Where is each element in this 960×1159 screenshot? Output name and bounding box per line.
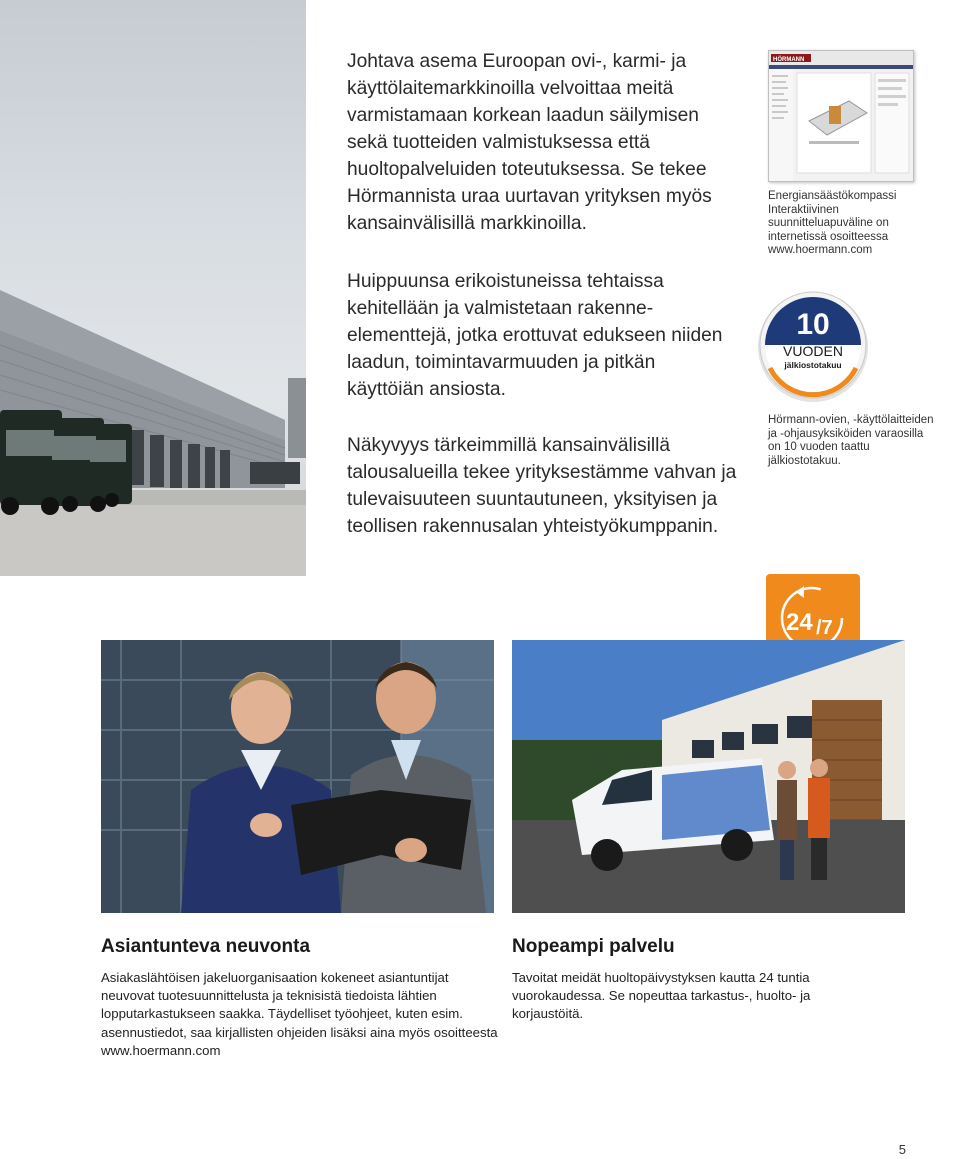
intro-paragraph-2: Huippuunsa erikoistuneissa tehtaissa kehitellään ja valmistetaan rakenne-elementtejä, jotka erottuvat edukseen niiden laadun, toimintavarmuuden ja pitkän käyttöiän ansiosta. <box>347 271 723 400</box>
warehouse-photo <box>0 0 306 576</box>
thumb-brand: HÖRMANN <box>773 57 805 63</box>
warranty-caption: Hörmann-ovien, -käyttölaitteiden ja -ohjausyksiköiden varaosilla on 10 vuoden taattu jälkiostotakuu. <box>768 414 934 467</box>
column-heading-service: Nopeampi palvelu <box>512 936 675 957</box>
energy-tool-caption: Energiansäästökompassi Interaktiivinen suunnitteluapuväline on internetissä osoitteessa www.hoermann.com <box>768 190 897 257</box>
warranty-badge-word: VUODEN <box>783 343 843 359</box>
service-badge-days: /7 <box>816 617 833 639</box>
warranty-badge-number: 10 <box>796 308 830 341</box>
consultation-photo <box>101 640 494 913</box>
service-badge-hours: 24 <box>786 609 813 636</box>
service-van-photo <box>512 640 905 913</box>
column-body-service: Tavoitat meidät huoltopäivystyksen kautta 24 tuntia vuorokaudessa. Se nopeuttaa tarkastus-, huolto- ja korjaustöitä. <box>512 970 811 1022</box>
page-number: 5 <box>898 1142 906 1157</box>
column-heading-consultation: Asiantunteva neuvonta <box>101 936 311 957</box>
warranty-badge-sub: jälkiostotakuu <box>784 360 842 370</box>
column-body-consultation: Asiakaslähtöisen jakeluorganisaation kokeneet asiantuntijat neuvovat tuotesuunnittelusta ja teknisistä tiedoista lähtien lopputarkastukseen saakka. Täydelliset työohjeet, kuten esim. asennustiedot, saa kirjallisten ohjeiden lisäksi aina myös osoitteesta www.hoermann.com <box>101 970 498 1058</box>
intro-paragraph-1: Johtava asema Euroopan ovi-, karmi- ja käyttölaitemarkkinoilla velvoittaa meitä varmistamaan korkean laadun säilymisen sekä tuotteiden valmistuksessa että huoltopalveluiden toteutuksessa. Se tekee Hörmannista uraa uurtavan yrityksen myös kansainvälisillä markkinoilla. <box>347 51 712 234</box>
intro-paragraph-3: Näkyvyys tärkeimmillä kansainvälisillä talousalueilla tekee yrityksestämme vahvan ja tulevaisuuteen suuntautuneen, yksityisen ja teollisen rakennusalan yhteistyökumppanin. <box>347 435 737 537</box>
warranty-badge <box>756 290 870 404</box>
energy-tool-screenshot <box>768 50 914 182</box>
